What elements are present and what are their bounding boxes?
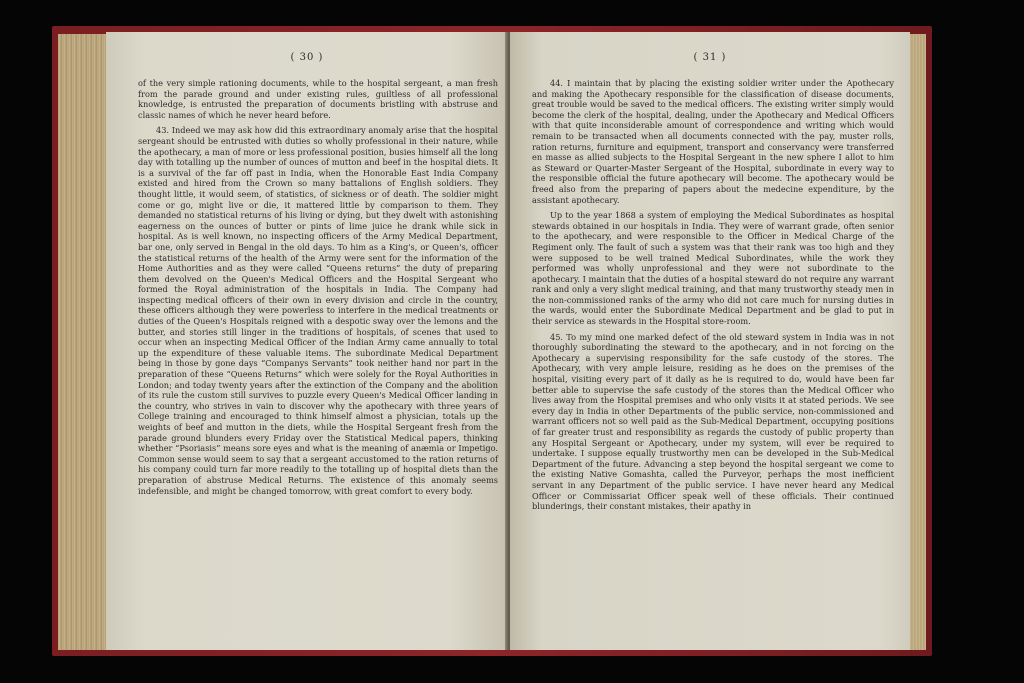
paragraph-44: 44. I maintain that by placing the existing soldier writer under the Apothecary and making the Apothecary responsible for the classification of disease documents, great trouble would be saved to the medical officers. The existing writer simply would become the clerk of the hospital, dealing, under the Apothecary and Medical Officers with that quite inconsiderable amount of correspondence and writing which would remain to be transacted when all documents connected with the pay, muster rolls, ration returns, furniture and equipment, transport and conservancy were transferred en masse as allied subjects to the Hospital Sergeant in the new sphere I allot to him as Steward or Quarter-Master Sergeant of the Hospital, subordinate in every way to the responsible official the future apothecary will become. The apothecary would be freed also from the preparing of papers about the medecine expenditure, by the assistant apothecary. (532, 78, 894, 205)
right-page-text (532, 78, 894, 517)
page-number-right: ( 31 ) (693, 52, 727, 63)
right-page (510, 32, 910, 650)
page-number-left: ( 30 ) (290, 52, 324, 63)
paragraph-45: 45. To my mind one marked defect of the old steward system in India was in not thoroughly subordinating the steward to the apothecary, and in not forcing on the Apothecary a supervising responsibility for the safe custody of the stores. The Apothecary, with very ample leisure, residing as he does on the premises of the hospital, visiting every part of it daily as he is required to do, would have been far better able to supervise the safe custody of the stores than the Medical Officer who lives away from the Hospital premises and who only visits it at stated periods. We see every day in India in other Departments of the public service, non-commissioned and warrant officers not so well paid as the Sub-Medical Department, occupying positions of far greater trust and responsibility as regards the custody of public property than any Hospital Sergeant or Apothecary, under my system, will ever be required to undertake. I suppose equally trustworthy men can be developed in the Sub-Medical Department of the future. Advancing a step beyond the hospital sergeant we come to the existing Native Gomashta, called the Purveyor, perhaps the most inefficient servant in any Department of the public service. I have never heard any Medical Officer or Commissariat Officer speak well of these officials. Their continued blunderings, their constant mistakes, their apathy in (532, 331, 894, 512)
left-page (106, 32, 508, 650)
paragraph-stewards: Up to the year 1868 a system of employing the Medical Subordinates as hospital stewards obtained in our hospitals in India. They were of warrant grade, often senior to the apothecary, and were responsible to the Officer in Medical Charge of the Regiment only. The fault of such a system was that their rank was too high and they were supposed to be well trained Medical Subordinates, while the work they performed was wholly unprofessional and they were not subordinate to the apothecary. I maintain that the duties of a hospital steward do not require any warrant rank and only a very slight medical training, and that many trustworthy steady men in the non-commissioned ranks of the army who did not care much for nursing duties in the wards, would enter the Subordinate Medical Department and be glad to put in their service as stewards in the Hospital store-room. (532, 210, 894, 327)
page-edges-left (58, 34, 110, 650)
left-page-text (138, 78, 498, 501)
paragraph-43: 43. Indeed we may ask how did this extraordinary anomaly arise that the hospital sergeant should be entrusted with duties so wholly professional in their nature, while the apothecary, a man of more or less professional position, busies himself all the long day with totalling up the number of ounces of mutton and beef in the hospital diets. It is a survival of the far off past in India, when the Honorable East India Company existed and hired from the Crown so many battalions of English soldiers. They thought little, it would seem, of statistics, of sickness or of death. The soldier might come or go, might live or die, it mattered little by comparison to them. They demanded no statistical returns of his living or dying, but they dwelt with astonishing eagerness on the ounces of butter or pints of lime juice he drank while sick in hospital. As is well known, no inspecting officers of the Army Medical Department, bar one, only served in Bengal in the old days. To him as a King's, or Queen's, officer the statistical returns of the health of the Army were sent for the information of the Home Authorities and as they were called “Queens returns” the duty of preparing them devolved on the Queen's Medical Officers and the Hospital Sergeant who formed the Royal administration of the hospitals in India. The Company had inspecting medical officers of their own in every division and circle in the country, these officers although they were powerless to interfere in the medical treatments or duties of the Queen's Hospitals reigned with a despotic sway over the lemons and the butter, and stories still linger in the traditions of hospitals, of scenes that used to occur when an inspecting Medical Officer of the Indian Army came annually to total up the expenditure of these valuable items. The subordinate Medical Department being in those by gone days “Companys Servants” took neither hand nor part in the preparation of these “Queens Returns” which were solely for the Royal Authorities in London; and today twenty years after the extinction of the Company and the abolition of its rule the custom still survives to puzzle every Queen's Medical Officer landing in the country, who strives in vain to discover why the apothecary with three years of College training and encouraged to think himself almost a physician, totals up the weights of beef and mutton in the diets, while the Hospital Sergeant fresh from the parade ground blunders every Friday over the Statistical Medical papers, thinking whether “Psoriasis” means sore eyes and what is the meaning of anæmia or Impetigo. Common sense would seem to say that a sergeant accustomed to the ration returns of his company could turn far more readily to the totalling up of hospital diets than the preparation of abstruse Medical Returns. The existence of this anomaly seems indefensible, and might be changed tomorrow, with great comfort to every body. (138, 125, 498, 496)
paragraph: of the very simple rationing documents, while to the hospital sergeant, a man fresh from the parade ground and under existing rules, guiltless of all professional knowledge, is entrusted the preparation of documents bristling with abstruse and classic names of which he never heard before. (138, 78, 498, 120)
